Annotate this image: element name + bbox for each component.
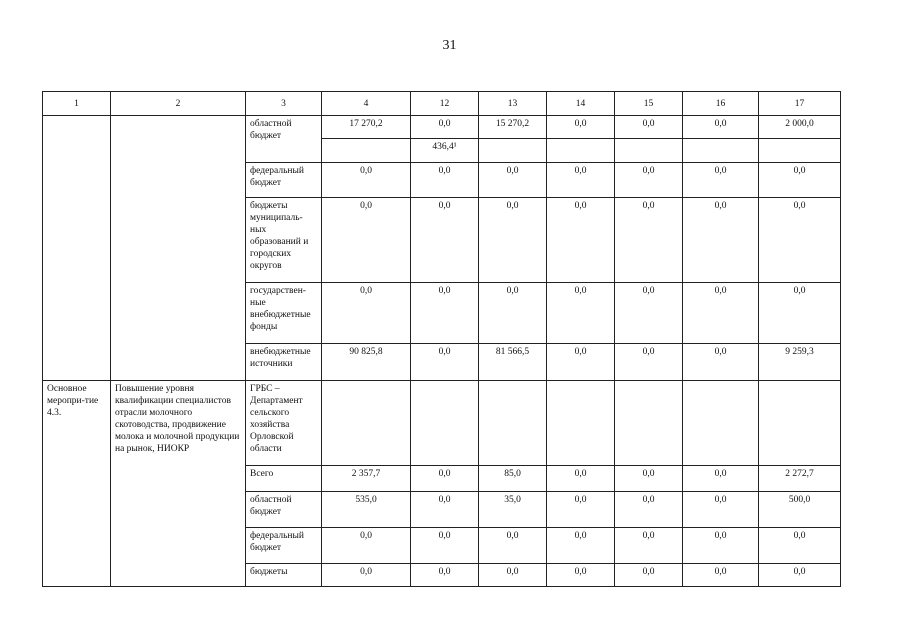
value-cell: 0,0 [411, 528, 479, 564]
value-cell: 0,0 [615, 283, 683, 344]
table-row [43, 381, 841, 466]
value-cell: 0,0 [479, 528, 547, 564]
header-cell: 14 [547, 92, 615, 116]
source-label: внебюджетные источники [246, 344, 322, 381]
value-cell: 0,0 [411, 116, 479, 139]
source-label: бюджеты [246, 564, 322, 587]
value-cell: 0,0 [615, 564, 683, 587]
value-cell: 0,0 [411, 564, 479, 587]
source-label: областной бюджет [246, 492, 322, 528]
value-cell: 0,0 [615, 344, 683, 381]
value-cell [683, 381, 759, 466]
value-cell: 0,0 [411, 492, 479, 528]
value-cell: 0,0 [479, 163, 547, 198]
value-cell: 81 566,5 [479, 344, 547, 381]
source-label: бюджеты муниципаль-ных образований и городских округов [246, 198, 322, 283]
value-cell: 0,0 [759, 528, 841, 564]
value-cell: 0,0 [683, 283, 759, 344]
table-row [43, 116, 841, 139]
value-cell: 0,0 [411, 344, 479, 381]
value-cell: 2 357,7 [322, 466, 411, 492]
value-cell: 0,0 [759, 163, 841, 198]
header-cell: 15 [615, 92, 683, 116]
measure-cell-empty [43, 116, 111, 381]
value-cell [479, 381, 547, 466]
source-label: федеральный бюджет [246, 528, 322, 564]
value-cell [411, 381, 479, 466]
value-cell [322, 381, 411, 466]
value-cell: 0,0 [322, 283, 411, 344]
value-cell: 90 825,8 [322, 344, 411, 381]
value-cell: 0,0 [547, 163, 615, 198]
grbs-label: ГРБС – Департамент сельского хозяйства Орловской области [246, 381, 322, 466]
header-cell: 1 [43, 92, 111, 116]
measure-description: Повышение уровня квалификации специалистов отрасли молочного скотоводства, продвижение молока и молочной продукции на рынок, НИОКР [111, 381, 246, 587]
value-cell: 0,0 [547, 198, 615, 283]
value-cell: 0,0 [615, 116, 683, 139]
value-cell: 0,0 [547, 344, 615, 381]
value-cell [615, 139, 683, 163]
value-cell [759, 139, 841, 163]
source-label: Всего [246, 466, 322, 492]
value-cell: 0,0 [322, 198, 411, 283]
value-cell-extra: 436,4¹ [411, 139, 479, 163]
source-label: государствен-ные внебюджетные фонды [246, 283, 322, 344]
value-cell: 0,0 [322, 163, 411, 198]
value-cell: 0,0 [683, 564, 759, 587]
header-cell: 4 [322, 92, 411, 116]
source-label: федеральный бюджет [246, 163, 322, 198]
value-cell: 0,0 [615, 163, 683, 198]
value-cell: 0,0 [479, 564, 547, 587]
header-cell: 13 [479, 92, 547, 116]
value-cell: 0,0 [547, 564, 615, 587]
value-cell: 0,0 [479, 198, 547, 283]
value-cell: 0,0 [615, 492, 683, 528]
budget-table [42, 91, 841, 587]
value-cell: 9 259,3 [759, 344, 841, 381]
value-cell: 0,0 [411, 283, 479, 344]
value-cell: 0,0 [759, 198, 841, 283]
page-number: 31 [442, 38, 457, 53]
value-cell: 0,0 [615, 466, 683, 492]
value-cell: 535,0 [322, 492, 411, 528]
value-cell [683, 139, 759, 163]
value-cell: 0,0 [615, 528, 683, 564]
value-cell: 0,0 [547, 116, 615, 139]
value-cell: 0,0 [322, 564, 411, 587]
value-cell [322, 139, 411, 163]
value-cell: 500,0 [759, 492, 841, 528]
value-cell: 0,0 [683, 344, 759, 381]
source-label: областной бюджет [246, 116, 322, 163]
value-cell [547, 139, 615, 163]
value-cell: 0,0 [683, 528, 759, 564]
value-cell: 0,0 [547, 528, 615, 564]
header-cell: 12 [411, 92, 479, 116]
measure-name: Основное меропри-тие 4.3. [43, 381, 111, 587]
header-row [43, 92, 841, 116]
value-cell: 0,0 [547, 466, 615, 492]
value-cell [615, 381, 683, 466]
value-cell: 0,0 [411, 198, 479, 283]
value-cell: 0,0 [683, 163, 759, 198]
header-cell: 16 [683, 92, 759, 116]
header-cell: 17 [759, 92, 841, 116]
value-cell: 0,0 [683, 198, 759, 283]
value-cell: 0,0 [322, 528, 411, 564]
value-cell: 0,0 [411, 163, 479, 198]
value-cell: 0,0 [759, 283, 841, 344]
value-cell: 85,0 [479, 466, 547, 492]
value-cell: 35,0 [479, 492, 547, 528]
value-cell: 2 272,7 [759, 466, 841, 492]
value-cell: 0,0 [683, 492, 759, 528]
value-cell: 0,0 [547, 283, 615, 344]
header-cell: 3 [246, 92, 322, 116]
value-cell: 0,0 [759, 564, 841, 587]
value-cell: 0,0 [683, 466, 759, 492]
value-cell: 0,0 [411, 466, 479, 492]
header-cell: 2 [111, 92, 246, 116]
value-cell: 0,0 [547, 492, 615, 528]
value-cell: 0,0 [615, 198, 683, 283]
value-cell [759, 381, 841, 466]
value-cell [479, 139, 547, 163]
value-cell: 2 000,0 [759, 116, 841, 139]
value-cell: 0,0 [683, 116, 759, 139]
value-cell: 0,0 [479, 283, 547, 344]
value-cell [547, 381, 615, 466]
value-cell: 17 270,2 [322, 116, 411, 139]
value-cell: 15 270,2 [479, 116, 547, 139]
description-cell-empty [111, 116, 246, 381]
